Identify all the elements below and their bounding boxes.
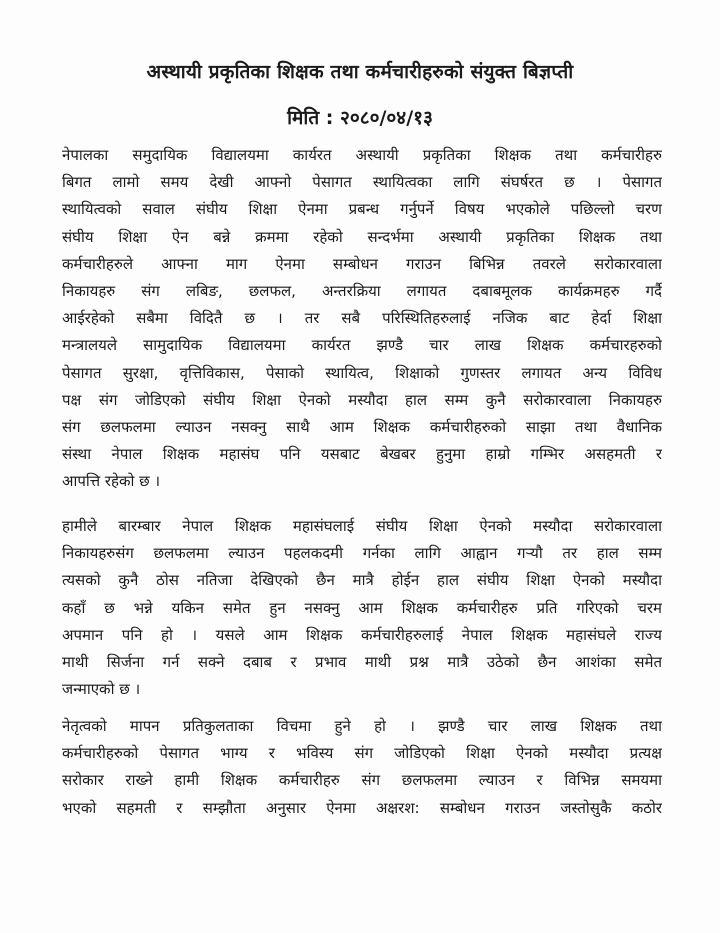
text-line: जन्माएको छ । <box>62 680 141 699</box>
paragraph-2 <box>62 513 662 703</box>
paragraph-1 <box>62 142 662 495</box>
document-date: मिति : २०८०/०४/१३ <box>287 107 433 129</box>
text-line: नेतृत्वको मापन प्रतिकुलताका विचमा हुने हो । झण्डै चार लाख शिक्षक तथा <box>62 717 662 735</box>
text-line: स्थायित्वको सवाल संघीय शिक्षा ऐनमा प्रबन्ध गर्नुपर्ने विषय भएकोले पछिल्लो चरण <box>62 200 662 219</box>
text-line: संग छलफलमा ल्याउन नसक्नु साथै आम शिक्षक कर्मचारीहरुको साझा तथा वैधानिक <box>62 417 662 436</box>
text-line: बिगत लामो समय देखी आफ्नो पेसागत स्थायित्वका लागि संघर्षरत छ । पेसागत <box>62 173 662 192</box>
text-line: संघीय शिक्षा ऐन बन्ने क्रममा रहेको सन्दर्भमा अस्थायी प्रकृतिका शिक्षक तथा <box>62 227 662 246</box>
text-line: सरोकार राख्ने हामी शिक्षक कर्मचारीहरु संग छलफलमा ल्याउन र विभिन्न समयमा <box>62 771 662 790</box>
text-line: माथी सिर्जना गर्न सक्ने दबाब र प्रभाव माथी प्रश्न मात्रै उठेको छैन आशंका समेत <box>62 652 662 671</box>
text-line: कहाँ छ भन्ने यकिन समेत हुन नसक्नु आम शिक्षक कर्मचारीहरु प्रति गरिएको चरम <box>62 598 662 617</box>
text-line: आईरहेको सबैमा विदितै छ । तर सबै परिस्थितिहरुलाई नजिक बाट हेर्दा शिक्षा <box>62 309 662 328</box>
text-line: कर्मचारीहरुले आफ्ना माग ऐनमा सम्बोधन गराउन बिभिन्न तवरले सरोकारवाला <box>62 254 662 273</box>
document-title: अस्थायी प्रकृतिका शिक्षक तथा कर्मचारीहरुको संयुक्त बिज्ञप्ती <box>146 61 574 83</box>
text-line: आपत्ति रहेको छ । <box>62 472 161 491</box>
paragraph-3 <box>62 713 662 822</box>
text-line: नेपालका समुदायिक विद्यालयमा कार्यरत अस्थायी प्रकृतिका शिक्षक तथा कर्मचारीहरु <box>62 146 662 164</box>
text-line: निकायहरुसंग छलफलमा ल्याउन पहलकदमी गर्नका लागि आह्वान गर्‍यौ तर हाल सम्म <box>62 544 662 563</box>
text-line: हामीले बारम्बार नेपाल शिक्षक महासंघलाई संघीय शिक्षा ऐनको मस्यौदा सरोकारवाला <box>62 517 662 535</box>
text-line: मन्त्रालयले सामुदायिक विद्यालयमा कार्यरत झण्डै चार लाख शिक्षक कर्मचारहरुको <box>62 336 662 355</box>
text-line: संस्था नेपाल शिक्षक महासंघ पनि यसबाट बेखबर हुनुमा हाम्रो गम्भिर असहमती र <box>62 445 662 464</box>
text-line: कर्मचारीहरुको पेसागत भाग्य र भविस्य संग जोडिएको शिक्षा ऐनको मस्यौदा प्रत्यक्ष <box>62 744 662 763</box>
text-line: भएको सहमती र सम्झौता अनुसार ऐनमा अक्षरश: सम्बोधन गराउन जस्तोसुकै कठोर <box>62 798 662 817</box>
text-line: निकायहरु संग लबिङ, छलफल, अन्तरक्रिया लगायत दबाबमूलक कार्यक्रमहरु गर्दै <box>62 281 662 300</box>
text-line: पेसागत सुरक्षा, वृत्तिविकास, पेसाको स्थायित्व, शिक्षाको गुणस्तर लगायत अन्य विविध <box>62 363 662 382</box>
text-line: पक्ष संग जोडिएको संघीय शिक्षा ऐनको मस्यौदा हाल सम्म कुनै सरोकारवाला निकायहरु <box>62 390 662 409</box>
text-line: अपमान पनि हो । यसले आम शिक्षक कर्मचारीहरुलाई नेपाल शिक्षक महासंघले राज्य <box>62 625 662 644</box>
text-line: त्यसको कुनै ठोस नतिजा देखिएको छैन मात्रै होईन हाल संघीय शिक्षा ऐनको मस्यौदा <box>62 571 662 590</box>
